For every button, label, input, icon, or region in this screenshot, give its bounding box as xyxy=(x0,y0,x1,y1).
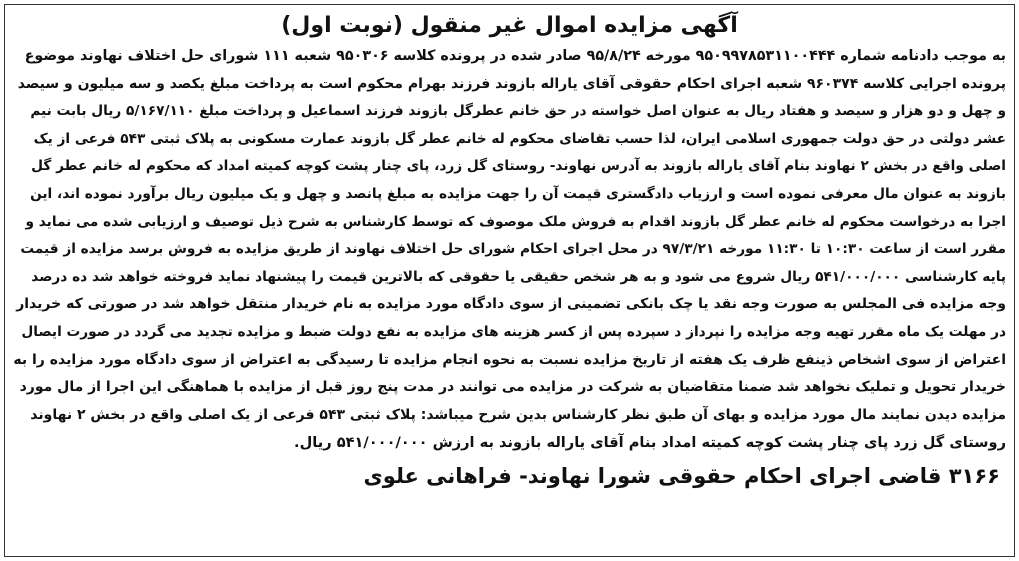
auction-notice xyxy=(4,4,1015,557)
notice-line: مقرر است از ساعت ۱۰:۳۰ تا ۱۱:۳۰ مورخه ۹۷/۳/۲۱ در محل اجرای احکام شورای حل اختلاف نهاوند از طریق مزایده به فروش برسد مزایده از قیمت xyxy=(20,241,1006,258)
notice-line: وجه مزایده فی المجلس به صورت وجه نقد یا چک بانکی تضمینی از سوی دادگاه مورد مزایده به نام خریدار منتقل خواهد شد در صورتی که خریدار xyxy=(16,296,1006,313)
notice-line: و چهل و دو هزار و سیصد و هفتاد ریال به عنوان اصل خواسته در حق خانم عطرگل بازوند فرزند اسماعیل و پرداخت مبلغ ۵/۱۶۷/۱۱۰ ریال بابت نیم xyxy=(30,103,1006,120)
notice-line: اجرا به درخواست محکوم له خانم عطر گل بازوند اقدام به فروش ملک موصوف که توسط کارشناس به شرح ذیل توصیف و ارزیابی شده می نماید و xyxy=(25,213,1006,230)
notice-line: پرونده اجرایی کلاسه ۹۶۰۳۷۴ شعبه اجرای احکام حقوقی آقای یاراله بازوند فرزند بهرام محکوم است به پرداخت مبلغ یکصد و سه میلیون و سیصد xyxy=(17,75,1006,92)
notice-line: عشر دولتی در حق دولت جمهوری اسلامی ایران، لذا حسب تقاضای محکوم له خانم عطر گل بازوند عمارت مسکونی به پلاک ثبتی ۵۴۳ فرعی از یک xyxy=(33,130,1006,147)
notice-signature: ۳۱۶۶ قاضی اجرای احکام حقوقی شورا نهاوند- فراهانی علوی xyxy=(363,463,1000,488)
notice-line: روستای گل زرد پای چنار پشت کوچه کمیته امداد بنام آقای یاراله بازوند به ارزش ۵۴۱/۰۰۰/۰۰۰ ریال. xyxy=(294,434,1006,452)
notice-line: در مهلت یک ماه مقرر تهیه وجه مزایده را نپرداز د سپرده پس از کسر هزینه های مزایده به نفع دولت ضبط و مزایده تجدید می گردد در صورت ایصال xyxy=(21,323,1006,340)
notice-line: مزایده دیدن نمایند مال مورد مزایده و بهای آن طبق نظر کارشناس بدین شرح میباشد: پلاک ثبتی ۵۴۳ فرعی از یک اصلی واقع در بخش ۲ نهاوند xyxy=(30,406,1006,423)
notice-line: خریدار تحویل و تملیک نخواهد شد ضمنا متقاضیان به شرکت در مزایده می توانند در مدت پنج روز قبل از مزایده با هماهنگی این اجرا از مال مورد xyxy=(19,379,1006,396)
notice-title: آگهی مزایده اموال غیر منقول (نوبت اول) xyxy=(281,13,738,38)
notice-line: اعتراض از سوی اشخاص ذینفع ظرف یک هفته از تاریخ مزایده نسبت به نحوه انجام مزایده تا رسیدگی به اعتراض از سوی دادگاه مورد مزایده را به xyxy=(13,351,1006,368)
notice-line: به موجب دادنامه شماره ۹۵۰۹۹۷۸۵۳۱۱۰۰۴۴۴ مورخه ۹۵/۸/۲۴ صادر شده در پرونده کلاسه ۹۵۰۳۰۶ شعبه ۱۱۱ شورای حل اختلاف نهاوند موضوع xyxy=(24,48,1006,64)
notice-line: پایه کارشناسی ۵۴۱/۰۰۰/۰۰۰ ریال شروع می شود و به هر شخص حقیقی یا حقوقی که بالاترین قیمت را پیشنهاد نماید فروخته خواهد شد ده درصد xyxy=(31,268,1006,285)
notice-line: بازوند به عنوان مال معرفی نموده است و ارزیاب دادگستری قیمت آن را جهت مزایده به مبلغ پانصد و چهل و یک میلیون ریال برآورد نموده اند، این xyxy=(30,185,1006,202)
notice-line: اصلی واقع در بخش ۲ نهاوند بنام آقای یاراله بازوند به آدرس نهاوند- روستای گل زرد، پای چنار پشت کوچه کمیته امداد که محکوم له خانم عطر گل xyxy=(31,158,1006,175)
notice-body xyxy=(13,43,1006,457)
